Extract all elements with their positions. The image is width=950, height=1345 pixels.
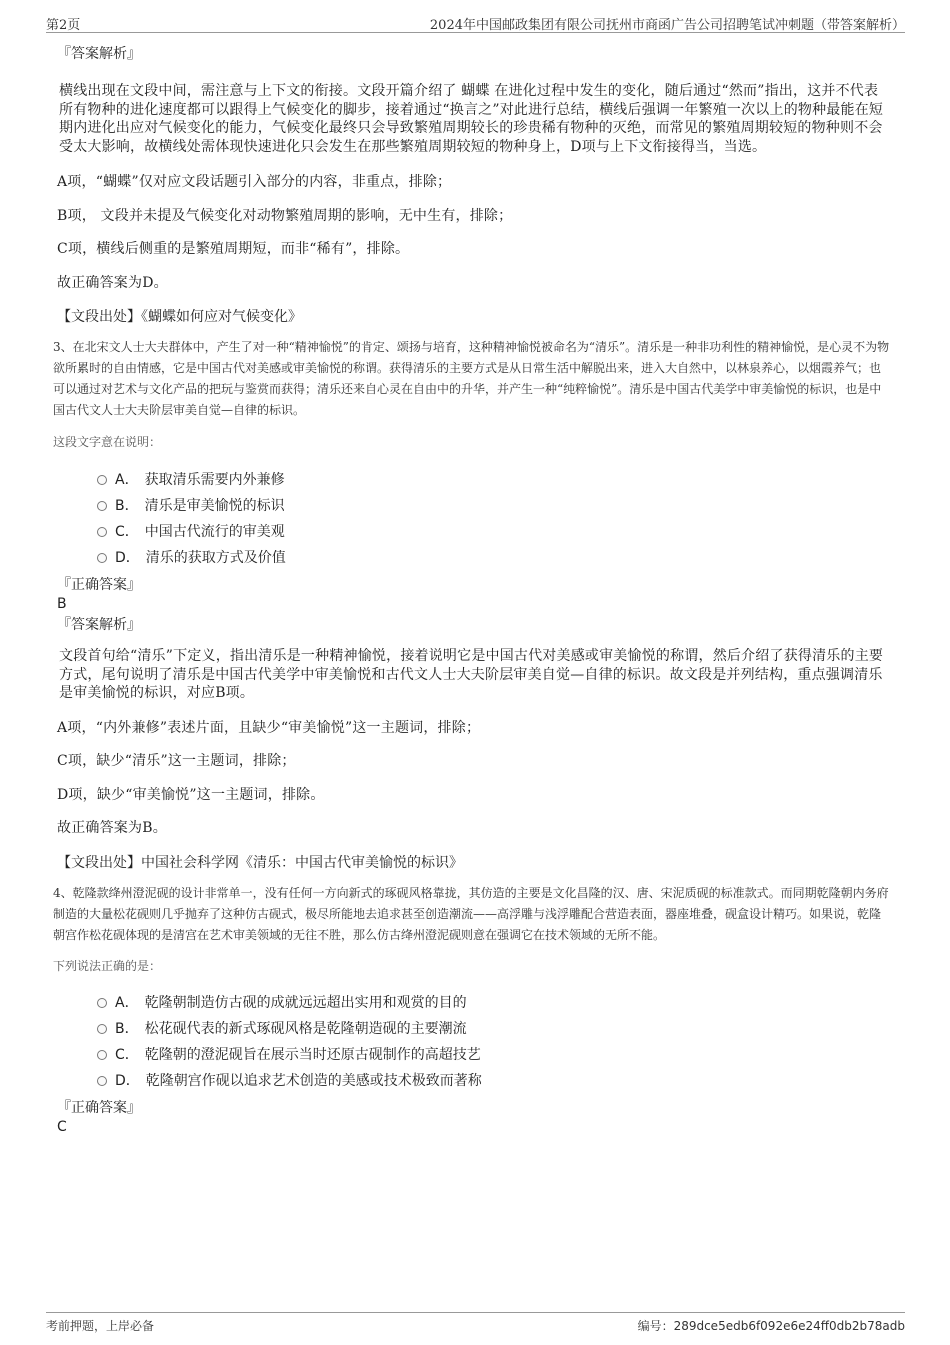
option-b[interactable]: B． 清乐是审美愉悦的标识	[97, 493, 890, 519]
option-d[interactable]: D． 清乐的获取方式及价值	[97, 545, 890, 571]
question-3-options	[57, 467, 890, 571]
option-c-explanation: C项，缺少“清乐”这一主题词，排除；	[57, 753, 296, 769]
passage-source: 【文段出处】中国社会科学网《清乐：中国古代审美愉悦的标识》	[57, 854, 463, 871]
correct-answer: C	[57, 1118, 67, 1135]
page-number: 第2页	[46, 18, 81, 33]
option-c-explanation: C项，横线后侧重的是繁殖周期短，而非“稀有”，排除。	[57, 241, 410, 257]
option-a[interactable]: A． 获取清乐需要内外兼修	[97, 467, 890, 493]
option-c[interactable]: C． 中国古代流行的审美观	[97, 519, 890, 545]
answer-analysis-label: 『答案解析』	[57, 617, 141, 633]
question-3-passage: 3、在北宋文人士大夫群体中，产生了对一种“精神愉悦”的肯定、颂扬与培育，这种精神愉悦被命名为“清乐”。清乐是一种非功利性的精神愉悦，是心灵不为物欲所累时的自由情感，它是中国古代对美感或审美愉悦的称谓。获得清乐的主要方式是从日常生活中解脱出来，进入大自然中，以林泉养心，以烟霞养气；也可以通过对艺术与文化产品的把玩与鉴赏而获得；清乐还来自心灵在自由中的升华，并产生一种“纯粹愉悦”。清乐是中国古代美学中审美愉悦的标识，也是中国古代文人士大夫阶层审美自觉—自律的标识。	[53, 340, 890, 417]
option-a[interactable]: A． 乾隆朝制造仿古砚的成就远远超出实用和观赏的目的	[97, 990, 890, 1016]
correct-answer-label: 『正确答案』	[57, 1099, 141, 1116]
page-header	[46, 12, 905, 33]
footer-slogan: 考前押题，上岸必备	[46, 1319, 155, 1333]
question-4-options	[57, 990, 890, 1094]
document-id: 编号：289dce5edb6f092e6e24ff0db2b78adb	[637, 1319, 905, 1333]
radio-icon[interactable]	[97, 501, 107, 511]
document-title: 2024年中国邮政集团有限公司抚州市商函广告公司招聘笔试冲刺题（带答案解析）	[429, 18, 905, 33]
page-content	[53, 44, 890, 1136]
page-footer	[46, 1312, 905, 1335]
radio-icon[interactable]	[97, 1076, 107, 1086]
option-d-explanation: D项，缺少“审美愉悦”这一主题词，排除。	[57, 786, 325, 803]
radio-icon[interactable]	[97, 1050, 107, 1060]
radio-icon[interactable]	[97, 553, 107, 563]
radio-icon[interactable]	[97, 998, 107, 1008]
correct-answer: B	[57, 596, 67, 612]
option-d[interactable]: D． 乾隆朝宫作砚以追求艺术创造的美感或技术极致而著称	[97, 1068, 890, 1094]
radio-icon[interactable]	[97, 527, 107, 537]
radio-icon[interactable]	[97, 475, 107, 485]
option-b-explanation: B项， 文段并未提及气候变化对动物繁殖周期的影响，无中生有，排除；	[57, 207, 513, 224]
question-4-stem: 下列说法正确的是：	[53, 958, 162, 973]
answer-analysis-label: 『答案解析』	[57, 46, 141, 62]
answer-analysis-text: 横线出现在文段中间，需注意与上下文的衔接。文段开篇介绍了 蝴蝶 在进化过程中发生的变化，随后通过“然而”指出，这并不代表所有物种的进化速度都可以跟得上气候变化的脚步，接着通过“换言之”对此进行总结，横线后强调一年繁殖一次以上的物种最能在短期内进化出应对气候变化的能力，气候变化最终只会导致繁殖周期较长的珍贵稀有物种的灭绝，而常见的繁殖周期较短的物种则不会受太大影响，故横线处需体现快速进化只会发生在那些繁殖周期较短的物种身上，D项与上下文衔接得当，当选。	[59, 83, 884, 155]
question-4-passage: 4、乾隆款绛州澄泥砚的设计非常单一，没有任何一方向新式的琢砚风格靠拢，其仿造的主要是文化昌隆的汉、唐、宋泥质砚的标准款式。而同期乾隆朝内务府制造的大量松花砚则几乎抛弃了这种仿古砚式，极尽所能地去追求甚至创造潮流——高浮雕与浅浮雕配合营造表面，器座堆叠，砚盒设计精巧。如果说，乾隆朝宫作松花砚体现的是清宫在艺术审美领域的无往不胜，那么仿古绛州澄泥砚则意在强调它在技术领域的无所不能。	[53, 885, 889, 942]
option-c[interactable]: C． 乾隆朝的澄泥砚旨在展示当时还原古砚制作的高超技艺	[97, 1042, 890, 1068]
passage-source: 【文段出处】《蝴蝶如何应对气候变化》	[57, 309, 302, 325]
answer-analysis-text: 文段首句给“清乐”下定义，指出清乐是一种精神愉悦，接着说明它是中国古代对美感或审美愉悦的称谓，然后介绍了获得清乐的主要方式，尾句说明了清乐是中国古代美学中审美愉悦和古代文人士大夫阶层审美自觉—自律的标识。故文段是并列结构，重点强调清乐是审美愉悦的标识，对应B项。	[59, 648, 884, 701]
answer-conclusion: 故正确答案为D。	[57, 274, 168, 291]
option-b[interactable]: B． 松花砚代表的新式琢砚风格是乾隆朝造砚的主要潮流	[97, 1016, 890, 1042]
correct-answer-label: 『正确答案』	[57, 577, 141, 593]
question-3-stem: 这段文字意在说明：	[53, 435, 162, 449]
answer-conclusion: 故正确答案为B。	[57, 820, 167, 836]
option-a-explanation: A项，“蝴蝶”仅对应文段话题引入部分的内容，非重点，排除；	[57, 174, 452, 190]
radio-icon[interactable]	[97, 1024, 107, 1034]
option-a-explanation: A项，“内外兼修”表述片面，且缺少“审美愉悦”这一主题词，排除；	[57, 719, 481, 736]
